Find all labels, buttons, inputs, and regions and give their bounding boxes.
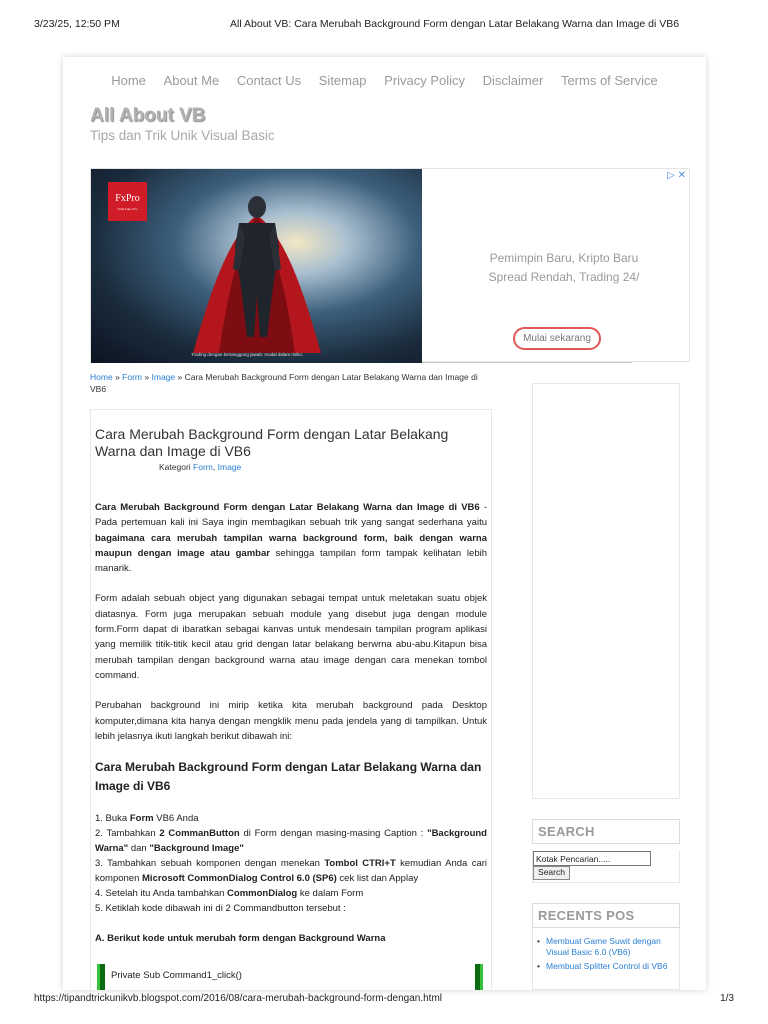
step-5: 5. Ketiklah kode dibawah ini di 2 Commandbutton tersebut : [95,903,346,915]
nav-terms-of-service[interactable]: Terms of Service [560,73,658,88]
nav-home[interactable]: Home [111,73,146,88]
recent-post-item[interactable] [537,936,679,958]
recent-posts-widget [532,928,680,990]
nav-sitemap[interactable]: Sitemap [318,73,367,88]
intro-paragraph [95,500,487,576]
search-widget [532,850,680,883]
code-border-right [475,964,483,990]
breadcrumb-home[interactable]: Home [90,372,113,382]
category-label: Kategori [159,462,191,472]
step-text: 2. Tambahkan [95,828,160,840]
step-bold: "Background Warna" [95,828,487,855]
intro-bold-topic: bagaimana cara merubah tampilan warna background form, baik dengan warna maupun dengan image atau gambar [95,532,487,559]
step-bold: Tombol CTRl+T [324,858,396,870]
ad-copy [459,249,669,287]
ad-choices-icon[interactable]: ▷ ✕ [667,170,686,181]
blog-title[interactable]: All About VB [90,105,206,126]
section-heading: Cara Merubah Background Form dengan Latar Belakang Warna dan Image di VB6 [95,760,482,794]
blog-description: Tips dan Trik Unik Visual Basic [90,128,275,143]
code-line[interactable]: Private Sub Command1_click() [111,970,242,982]
intro-bold-title: Cara Merubah Background Form dengan Latar Belakang Warna dan Image di VB6 [95,502,480,513]
step-2 [95,826,487,856]
post-title[interactable]: Cara Merubah Background Form dengan Latar Belakang Warna dan Image di VB6 [95,426,449,459]
step-bold: CommonDialog [227,888,298,900]
nav-about-me[interactable]: About Me [163,73,220,88]
breadcrumb-sep: » [144,372,150,382]
steps-list [95,811,487,916]
ad-brand-name: FxPro [115,193,140,204]
print-date: 3/23/25, 12:50 PM [34,18,120,30]
ad-divider [422,362,632,363]
step-1 [95,811,487,826]
intro-text: - Pada pertemuan kali ini Saya ingin membagikan sebuah trik yang sangat sederhana yaitu [95,502,487,529]
superhero-illustration [187,177,327,355]
step-bold: Form [129,813,154,825]
recent-post-link[interactable]: Membuat Splitter Control di VB6 [546,961,668,971]
category-form-link[interactable]: Form [193,462,213,472]
print-url: https://tipandtrickunikvb.blogspot.com/2016/08/cara-merubah-background-form-dengan.html [34,993,442,1004]
background-paragraph: Perubahan background ini mirip ketika kita merubah background pada Desktop komputer,dimana kita hanya dengan mengklik menu pada jendela yang di tampilkan. Untuk lebih jelasnya ikuti langkah berikut dibawah ini: [95,700,487,742]
print-footer [0,990,768,1010]
breadcrumb-sep: » [115,372,120,382]
nav-privacy-policy[interactable]: Privacy Policy [384,73,466,88]
print-page-number: 1/3 [720,993,734,1004]
code-border-left [97,964,105,990]
step-text: di Form dengan masing-masing Caption : [239,828,428,840]
print-header [0,0,768,40]
step-text: cek list dan Applay [336,873,419,885]
post-categories [159,462,487,472]
step-bold: 2 CommanButton [159,828,240,840]
recent-post-link[interactable]: Membuat Game Suwit dengan Visual Basic 6.0 (VB6) [546,936,661,957]
ad-cta-button[interactable]: Mulai sekarang [513,327,601,350]
sidebar-ad-slot [532,383,680,799]
category-sep: , [212,462,216,472]
step-bold: "Background Image" [149,843,244,855]
step-text: kemudian Anda cari komponen [95,858,488,885]
print-title: All About VB: Cara Merubah Background Form dengan Latar Belakang Warna dan Image di VB6 [230,18,680,30]
breadcrumb-current: Cara Merubah Background Form dengan Latar Belakang Warna dan Image di VB6 [90,372,478,394]
recent-posts-title: RECENTS POS [532,903,680,928]
step-text: 1. Buka [95,813,130,825]
breadcrumb-image[interactable]: Image [151,372,176,382]
step-3 [95,856,487,886]
code-heading: A. Berikut kode untuk merubah form dengan Background Warna [95,933,386,945]
top-nav [63,73,706,88]
category-image-link[interactable]: Image [217,462,242,472]
ad-line-2: Spread Rendah, Trading 24/ [488,270,640,284]
breadcrumb [90,371,490,395]
ad-image[interactable] [91,169,422,363]
post-article [90,409,492,990]
search-button[interactable]: Search [533,866,570,880]
ad-disclaimer: Trading dengan bertanggung jawab: modal dalam risiko. [191,352,304,357]
step-text: dan [128,843,150,855]
form-paragraph: Form adalah sebuah object yang digunakan sebagai tempat untuk meletakan suatu objek diatasnya. Form juga merupakan sebuah module yang disebut juga dengan module form.Form dapat di ibaratkan sebagai kanvas untuk mendesain tampilan program aplikasi yang memilik titik-titik kecil atau grid dengan latar belakang berwrna abu-abu.Kitapun bisa merubah tampilan dengan background warna atau image dengan cara menekan tombol command. [95,593,487,681]
search-widget-title: SEARCH [532,819,680,844]
step-bold: Microsoft CommonDialog Control 6.0 (SP6) [142,873,337,885]
code-block[interactable] [97,964,483,990]
nav-disclaimer[interactable]: Disclaimer [482,73,544,88]
step-text: 4. Setelah itu Anda tambahkan [95,888,228,900]
nav-contact-us[interactable]: Contact Us [236,73,302,88]
step-4 [95,886,487,901]
breadcrumb-form[interactable]: Form [122,372,143,382]
ad-line-1: Pemimpin Baru, Kripto Baru [489,251,639,265]
ad-brand-tagline: Trade Like a Pro [117,207,138,211]
intro-text-end: sehingga tampilan form tampak kelihatan lebih manarik. [95,547,488,575]
step-text: 3. Tambahkan sebuah komponen dengan menekan [95,858,325,870]
step-text: VB6 Anda [153,813,199,825]
breadcrumb-sep: » [177,372,183,382]
step-text: ke dalam Form [297,888,364,900]
recent-post-item[interactable] [537,961,679,972]
search-input[interactable] [533,851,651,866]
ad-brand-logo [108,182,147,221]
blog-page [63,57,706,990]
post-body [95,500,487,990]
ad-banner[interactable] [90,168,690,362]
